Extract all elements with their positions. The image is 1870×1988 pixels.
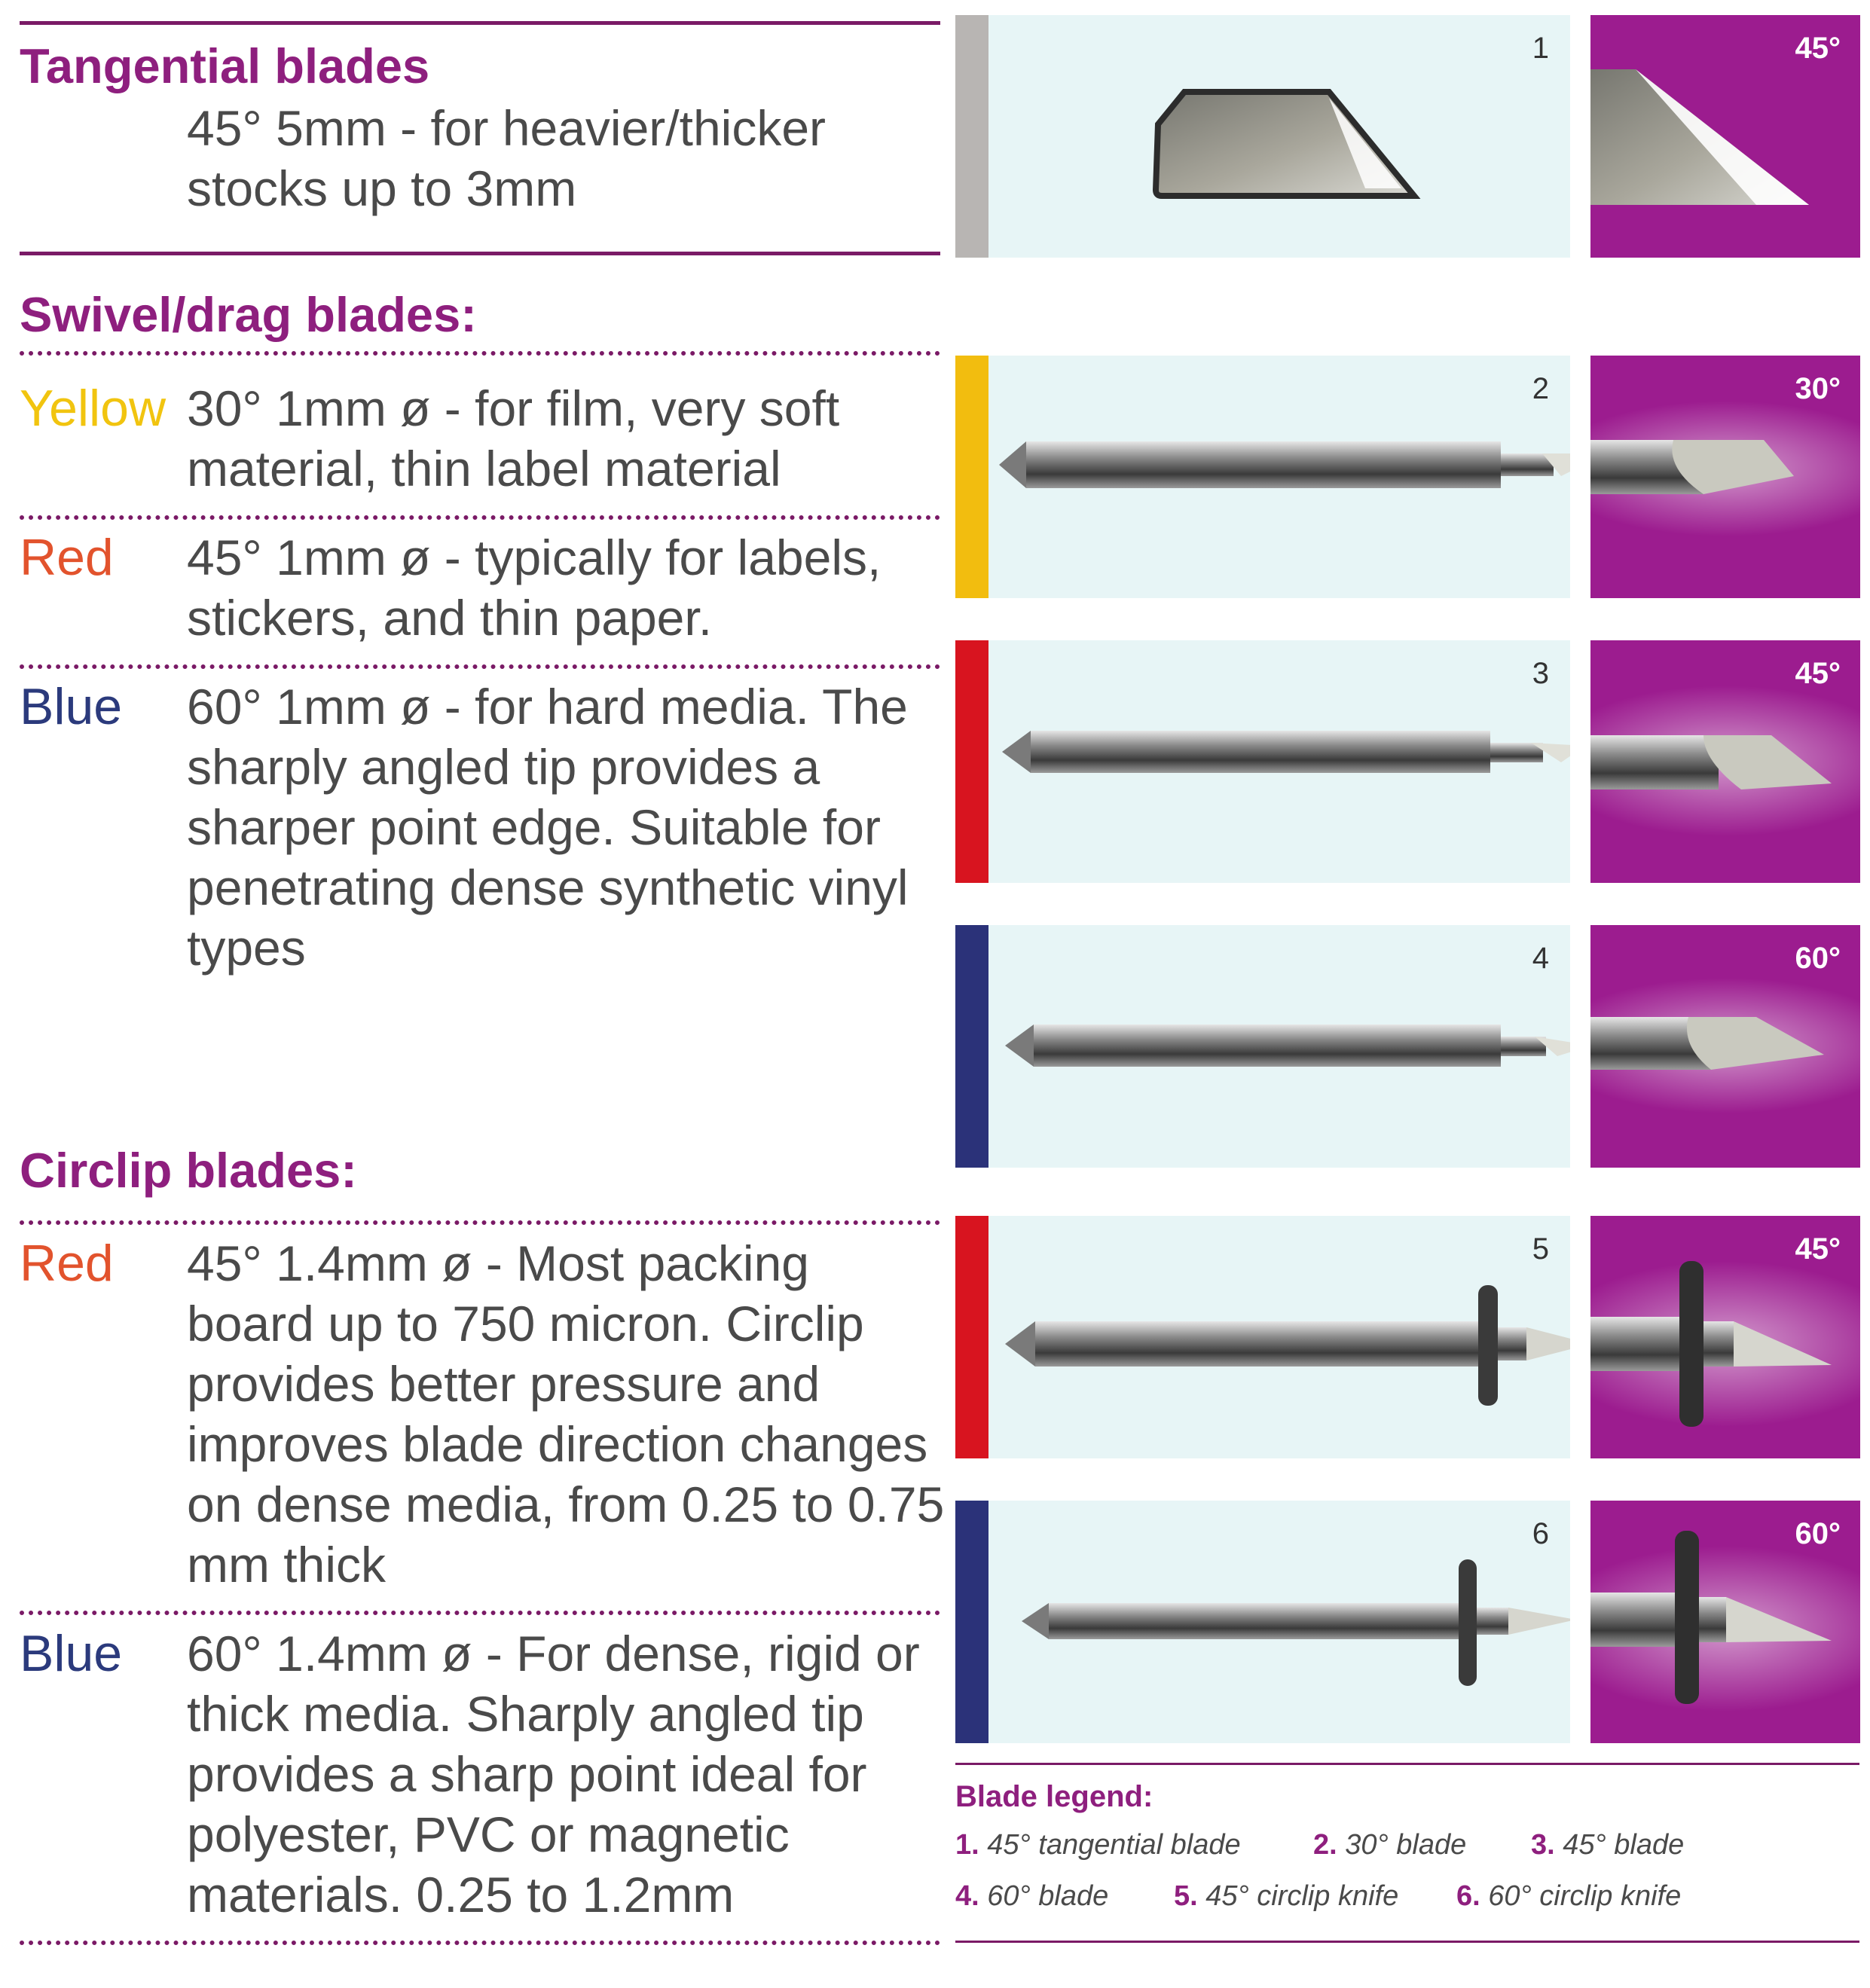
swivel-yellow-label: Yellow: [20, 380, 167, 437]
blade-number: 4: [1532, 942, 1549, 975]
swivel-blade-image: [988, 356, 1570, 598]
color-stripe: [955, 640, 988, 883]
legend-item-3: [1531, 1829, 1684, 1861]
angle-label: 45°: [1795, 32, 1841, 65]
legend-text: 45° circlip knife: [1205, 1880, 1399, 1912]
blade-zoom-4: [1590, 925, 1860, 1168]
legend-top-divider: [955, 1763, 1859, 1765]
legend-item-1: [955, 1829, 1241, 1861]
legend-text: 30° blade: [1345, 1829, 1467, 1861]
blade-zoom-3: [1590, 640, 1860, 883]
legend-number: 3.: [1531, 1829, 1555, 1861]
swivel-yellow-description: 30° 1mm ø - for film, very soft material, thin label material: [187, 380, 840, 496]
blade-number: 2: [1532, 372, 1549, 405]
circlip-red-description: 45° 1.4mm ø - Most packing board up to 750 micron. Circlip provides better pressure and improves blade direction changes on dense media, from 0.25 to 0.75 mm thick: [187, 1235, 945, 1593]
swivel-blade-image: [988, 925, 1570, 1168]
color-stripe: [955, 15, 988, 258]
angle-label: 60°: [1795, 1517, 1841, 1550]
circlip-blade-image: [988, 1501, 1570, 1743]
legend-title: Blade legend:: [955, 1780, 1153, 1813]
swivel-red-description: 45° 1mm ø - typically for labels, stickers, and thin paper.: [187, 530, 882, 646]
swivel-heading: Swivel/drag blades:: [20, 287, 477, 342]
legend-number: 6.: [1456, 1880, 1480, 1912]
swivel-blade-image: [988, 640, 1570, 883]
blade-panel-1: [955, 15, 1570, 258]
color-stripe: [955, 1501, 988, 1743]
blade-number: 6: [1532, 1517, 1549, 1550]
blade-panel-6: [955, 1501, 1570, 1743]
tangential-blade-image: [988, 15, 1570, 258]
blade-number: 1: [1532, 32, 1549, 65]
circlip-blue-description: 60° 1.4mm ø - For dense, rigid or thick media. Sharply angled tip provides a sharp point ideal for polyester, PVC or magnetic materials. 0.25 to 1.2mm: [187, 1626, 920, 1922]
legend-number: 5.: [1174, 1880, 1198, 1912]
bottom-divider: [20, 1941, 940, 1945]
blade-panel-5: [955, 1216, 1570, 1458]
blade-zoom-5: [1590, 1216, 1860, 1458]
swivel-blue-description: 60° 1mm ø - for hard media. The sharply angled tip provides a sharper point edge. Suitable for penetrating dense synthetic vinyl types: [187, 679, 909, 976]
color-stripe: [955, 925, 988, 1168]
blade-zoom-6: [1590, 1501, 1860, 1743]
legend-item-4: [955, 1880, 1108, 1913]
angle-label: 30°: [1795, 372, 1841, 405]
circlip-heading: Circlip blades:: [20, 1143, 357, 1198]
legend-number: 2.: [1313, 1829, 1337, 1861]
circlip-divider: [20, 1220, 940, 1225]
blade-number: 3: [1532, 657, 1549, 690]
color-stripe: [955, 356, 988, 598]
blade-panel-2: [955, 356, 1570, 598]
blade-panel-4: [955, 925, 1570, 1168]
legend-item-6: [1456, 1880, 1681, 1913]
tangential-description: 45° 5mm - for heavier/thicker stocks up to 3mm: [187, 100, 827, 216]
blade-number: 5: [1532, 1232, 1549, 1266]
swivel-yellow-divider: [20, 515, 940, 520]
legend-item-5: [1174, 1880, 1398, 1913]
swivel-divider: [20, 351, 940, 356]
top-divider: [20, 21, 940, 25]
color-stripe: [955, 1216, 988, 1458]
circlip-blue-label: Blue: [20, 1625, 123, 1682]
legend-text: 45° tangential blade: [987, 1829, 1241, 1861]
blade-zoom-2: [1590, 356, 1860, 598]
swivel-blue-label: Blue: [20, 678, 123, 735]
swivel-red-label: Red: [20, 529, 114, 586]
tangential-bottom-divider: [20, 252, 940, 255]
blade-panel-3: [955, 640, 1570, 883]
legend-text: 60° circlip knife: [1488, 1880, 1682, 1912]
legend-bottom-divider: [955, 1941, 1859, 1943]
circlip-red-label: Red: [20, 1235, 114, 1292]
legend-text: 60° blade: [987, 1880, 1109, 1912]
legend-text: 45° blade: [1563, 1829, 1685, 1861]
tangential-heading: Tangential blades: [20, 38, 430, 93]
circlip-blade-image: [988, 1216, 1570, 1458]
legend-number: 4.: [955, 1880, 979, 1912]
legend-item-2: [1313, 1829, 1466, 1861]
angle-label: 45°: [1795, 657, 1841, 690]
angle-label: 60°: [1795, 942, 1841, 975]
legend-number: 1.: [955, 1829, 979, 1861]
blade-zoom-1: [1590, 15, 1860, 258]
swivel-red-divider: [20, 664, 940, 669]
circlip-red-divider: [20, 1611, 940, 1615]
angle-label: 45°: [1795, 1232, 1841, 1266]
